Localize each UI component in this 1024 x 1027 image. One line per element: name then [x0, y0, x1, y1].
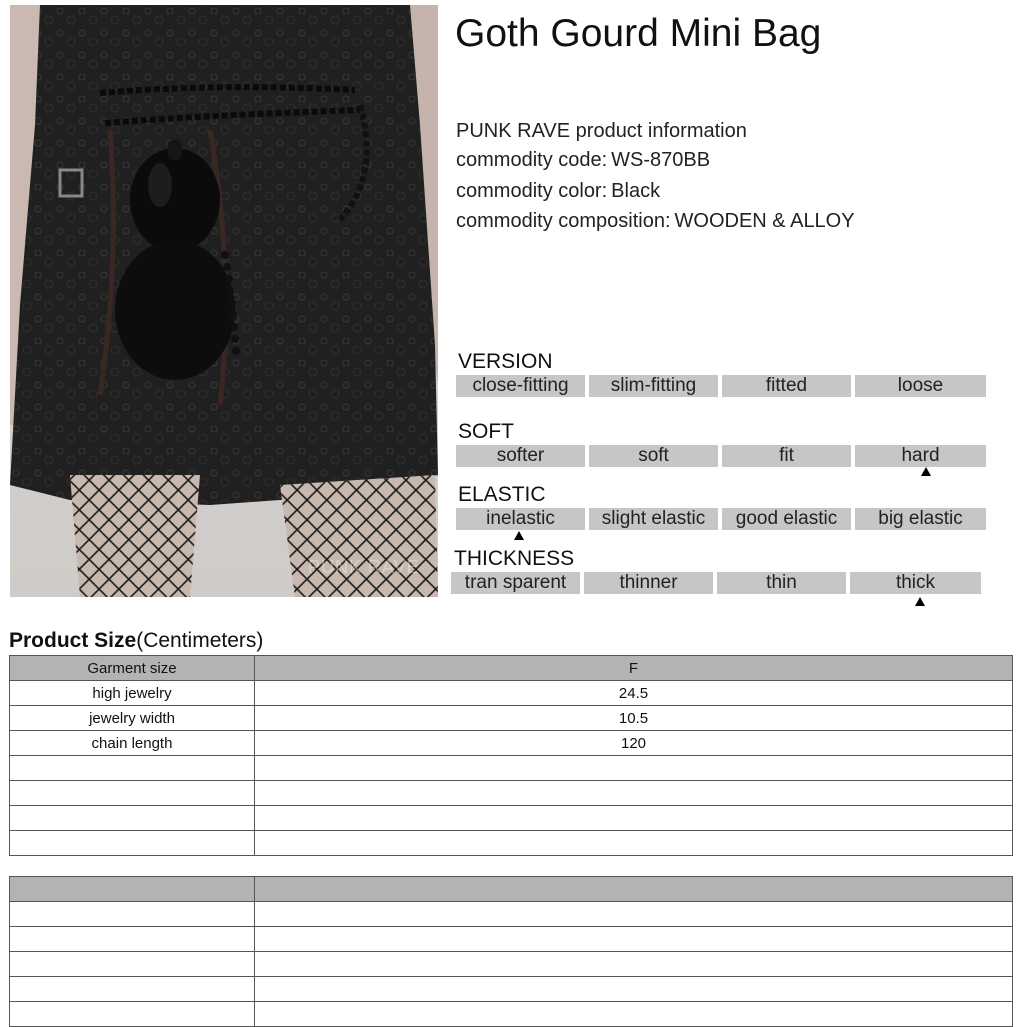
- composition-value: WOODEN & ALLOY: [674, 210, 855, 232]
- table-row: [10, 731, 1013, 756]
- empty-cell: [10, 1002, 255, 1027]
- header-size-f: F: [255, 656, 1013, 681]
- elastic-selected-marker: [514, 531, 524, 540]
- version-option: loose: [855, 375, 986, 397]
- table-row: [10, 706, 1013, 731]
- info-color-row: [456, 180, 660, 203]
- size-title-unit: (Centimeters): [136, 629, 264, 652]
- row-value: [255, 781, 1013, 806]
- elastic-option: inelastic: [456, 508, 585, 530]
- soft-option: fit: [722, 445, 851, 467]
- row-label: chain length: [10, 731, 255, 756]
- empty-cell: [255, 927, 1013, 952]
- soft-option: soft: [589, 445, 718, 467]
- table-row: [10, 806, 1013, 831]
- empty-header-cell: [255, 877, 1013, 902]
- table-row: [10, 1002, 1013, 1027]
- table-row: [10, 756, 1013, 781]
- row-value: 10.5: [255, 706, 1013, 731]
- table-row: [10, 977, 1013, 1002]
- table-header-row: [10, 656, 1013, 681]
- product-photo-illustration: [10, 5, 438, 597]
- row-label: [10, 806, 255, 831]
- version-option: slim-fitting: [589, 375, 718, 397]
- size-table: [9, 655, 1013, 856]
- table-header-row: [10, 877, 1013, 902]
- row-label: [10, 781, 255, 806]
- row-label: jewelry width: [10, 706, 255, 731]
- table-row: [10, 927, 1013, 952]
- table-row: [10, 781, 1013, 806]
- elastic-option: big elastic: [855, 508, 986, 530]
- color-value: Black: [611, 180, 661, 202]
- row-value: [255, 806, 1013, 831]
- empty-cell: [10, 902, 255, 927]
- code-value: WS-870BB: [611, 149, 711, 171]
- row-label: [10, 756, 255, 781]
- thickness-option: thinner: [584, 572, 713, 594]
- soft-option: softer: [456, 445, 585, 467]
- photo-watermark: PUNK RAVE: [308, 557, 420, 577]
- empty-header-cell: [10, 877, 255, 902]
- thickness-option: tran sparent: [451, 572, 580, 594]
- soft-selected-marker: [921, 467, 931, 476]
- thickness-option: thin: [717, 572, 846, 594]
- row-value: [255, 756, 1013, 781]
- product-title: Goth Gourd Mini Bag: [455, 12, 822, 55]
- table-row: [10, 902, 1013, 927]
- row-value: 120: [255, 731, 1013, 756]
- soft-option: hard: [855, 445, 986, 467]
- soft-label: SOFT: [458, 420, 514, 443]
- empty-cell: [10, 977, 255, 1002]
- thickness-label: THICKNESS: [454, 547, 575, 570]
- header-garment-size: Garment size: [10, 656, 255, 681]
- info-code-row: [456, 149, 710, 172]
- version-label: VERSION: [458, 350, 553, 373]
- empty-cell: [255, 902, 1013, 927]
- size-title-bold: Product Size: [9, 629, 137, 652]
- empty-cell: [255, 952, 1013, 977]
- row-label: [10, 831, 255, 856]
- info-heading: PUNK RAVE product information: [456, 120, 747, 142]
- table-row: [10, 952, 1013, 977]
- empty-cell: [255, 977, 1013, 1002]
- version-option: fitted: [722, 375, 851, 397]
- row-label: high jewelry: [10, 681, 255, 706]
- product-photo: [10, 5, 438, 597]
- elastic-option: good elastic: [722, 508, 851, 530]
- size-section-title: [9, 629, 263, 653]
- elastic-label: ELASTIC: [458, 483, 546, 506]
- empty-size-table: [9, 876, 1013, 1027]
- thickness-selected-marker: [915, 597, 925, 606]
- color-label: commodity color:: [456, 180, 608, 202]
- elastic-option: slight elastic: [589, 508, 718, 530]
- thickness-option: thick: [850, 572, 981, 594]
- info-composition-row: [456, 210, 855, 233]
- row-value: 24.5: [255, 681, 1013, 706]
- empty-cell: [10, 927, 255, 952]
- table-row: [10, 831, 1013, 856]
- code-label: commodity code:: [456, 149, 608, 171]
- empty-cell: [255, 1002, 1013, 1027]
- table-row: [10, 681, 1013, 706]
- empty-cell: [10, 952, 255, 977]
- composition-label: commodity composition:: [456, 210, 671, 232]
- row-value: [255, 831, 1013, 856]
- version-option: close-fitting: [456, 375, 585, 397]
